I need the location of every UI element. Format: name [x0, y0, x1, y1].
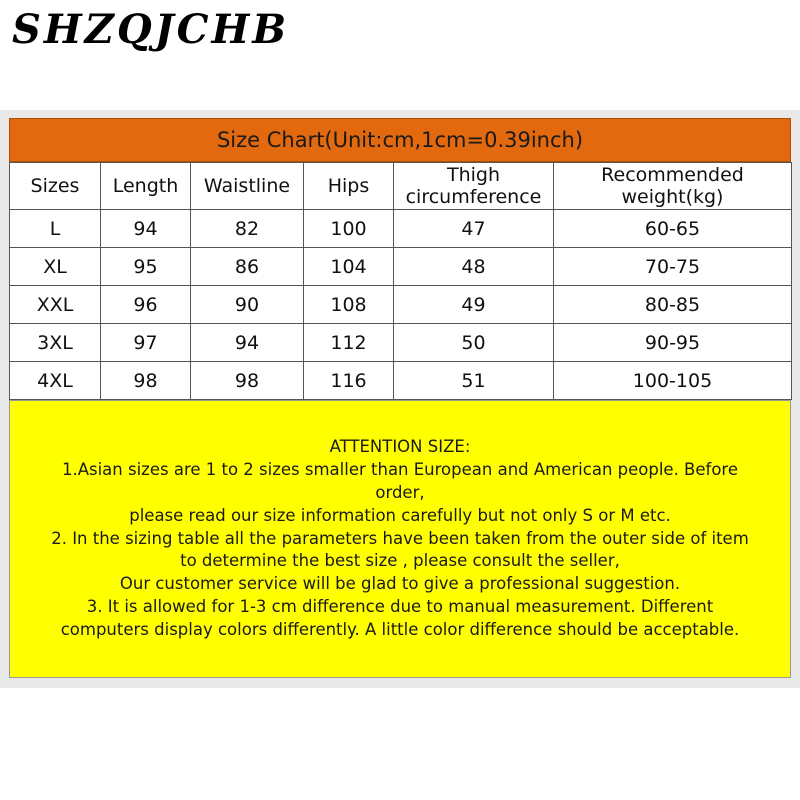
size-chart — [9, 118, 791, 678]
table-row — [10, 324, 792, 362]
cell-length: 98 — [101, 362, 191, 400]
cell-size: XL — [10, 248, 101, 286]
header-thigh-circumference: Thigh circumference — [394, 163, 554, 210]
cell-hips: 100 — [304, 210, 394, 248]
cell-hips: 116 — [304, 362, 394, 400]
cell-size: L — [10, 210, 101, 248]
notes-line: 2. In the sizing table all the parameters have been taken from the outer side of item — [51, 528, 749, 548]
cell-length: 94 — [101, 210, 191, 248]
cell-size: XXL — [10, 286, 101, 324]
notes-line: 1.Asian sizes are 1 to 2 sizes smaller than European and American people. Before — [61, 460, 739, 480]
notes-line: order, — [375, 483, 425, 502]
header-recommended-weight: Recommended weight(kg) — [554, 163, 792, 210]
table-row — [10, 362, 792, 400]
cell-hips: 112 — [304, 324, 394, 362]
notes-line: to determine the best size , please consult the seller, — [180, 551, 620, 571]
cell-length: 95 — [101, 248, 191, 286]
cell-weight: 90-95 — [554, 324, 792, 362]
cell-length: 97 — [101, 324, 191, 362]
cell-waistline: 98 — [191, 362, 304, 400]
attention-notes — [9, 400, 791, 678]
cell-waistline: 82 — [191, 210, 304, 248]
notes-line: computers display colors differently. A little color difference should be acceptable. — [60, 619, 740, 639]
cell-size: 3XL — [10, 324, 101, 362]
cell-hips: 104 — [304, 248, 394, 286]
cell-thigh: 51 — [394, 362, 554, 400]
cell-weight: 100-105 — [554, 362, 792, 400]
header-length: Length — [101, 163, 191, 210]
notes-line: please read our size information carefully but not only S or M etc. — [129, 505, 671, 525]
cell-waistline: 90 — [191, 286, 304, 324]
header-waistline: Waistline — [191, 163, 304, 210]
notes-line: Our customer service will be glad to give a professional suggestion. — [119, 574, 681, 594]
table-row — [10, 286, 792, 324]
cell-size: 4XL — [10, 362, 101, 400]
size-table — [9, 162, 792, 400]
cell-thigh: 49 — [394, 286, 554, 324]
brand-logo: SHZQJCHB — [12, 6, 290, 53]
cell-thigh: 47 — [394, 210, 554, 248]
cell-waistline: 94 — [191, 324, 304, 362]
cell-waistline: 86 — [191, 248, 304, 286]
header-hips: Hips — [304, 163, 394, 210]
table-row — [10, 210, 792, 248]
table-header-row — [10, 163, 792, 210]
header-sizes: Sizes — [10, 163, 101, 210]
cell-length: 96 — [101, 286, 191, 324]
cell-hips: 108 — [304, 286, 394, 324]
notes-heading: ATTENTION SIZE: — [329, 437, 471, 457]
size-chart-title: Size Chart(Unit:cm,1cm=0.39inch) — [9, 118, 791, 162]
cell-weight: 80-85 — [554, 286, 792, 324]
cell-weight: 60-65 — [554, 210, 792, 248]
notes-line: 3. It is allowed for 1-3 cm difference due to manual measurement. Different — [86, 596, 714, 616]
cell-thigh: 48 — [394, 248, 554, 286]
cell-thigh: 50 — [394, 324, 554, 362]
cell-weight: 70-75 — [554, 248, 792, 286]
table-row — [10, 248, 792, 286]
